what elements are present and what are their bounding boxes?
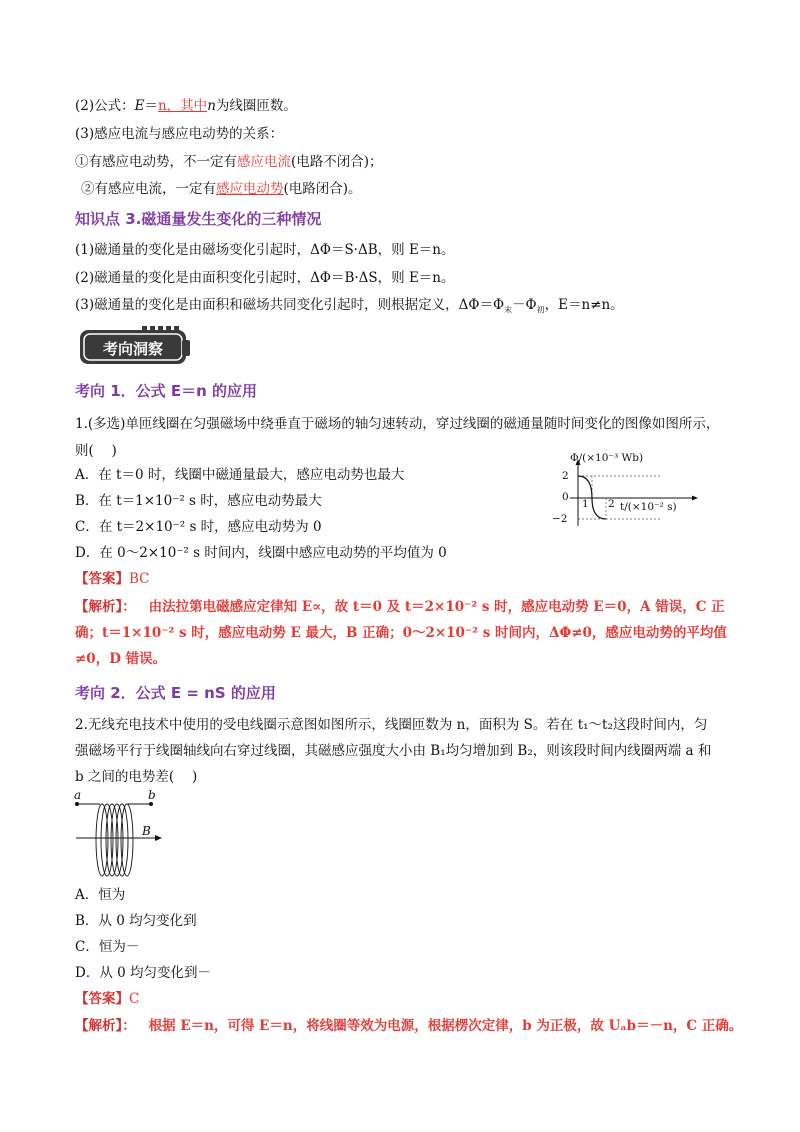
graph-tick-y-neg: −2 [552,513,568,525]
case-3-c: ，E＝n≠n。 [544,297,624,313]
relation-1-blank: 感应电流 [237,154,291,170]
topic-banner [80,326,192,366]
formula-suffix: 为线圈匝数。 [215,98,297,114]
formula-n: n [207,98,216,114]
graph-tick-x-2: 2 [608,498,615,510]
flux-graph-svg [548,456,698,528]
relation-1-suffix: (电路不闭合)； [291,154,383,170]
relation-2-blank: 感应电动势 [216,181,284,197]
relation-2-suffix: (电路闭合)。 [283,181,362,197]
case-3-sub-initial: 初 [536,305,545,315]
coil-svg [72,790,172,882]
q2-option-b: B．从 0 均匀变化到 [75,913,197,929]
q1-option-d: D．在 0～2×10⁻² s 时间内，线圈中感应电动势的平均值为 0 [75,545,447,561]
q1-answer-tag: 【答案】 [75,571,129,587]
formula-prefix: (2)公式： [75,98,135,114]
q2-answer-value: C [129,991,140,1007]
q1-explanation-line-1 [75,594,735,620]
relation-1-prefix: ①有感应电动势，不一定有 [75,154,237,170]
case-3-sub-final: 末 [504,305,513,315]
formula-eq: ＝ [144,98,158,114]
graph-tick-x-1: 1 [582,498,589,510]
graph-tick-y-pos: 2 [562,470,569,482]
q1-stem-line-2: 则( ) [75,443,117,459]
q2-explanation-tag: 【解析】： [75,1018,136,1034]
formula-E: E [134,98,145,114]
q1-option-c: C．在 t＝2×10⁻² s 时，感应电动势为 0 [75,519,322,535]
q1-option-a: A．在 t＝0 时，线圈中磁通量最大，感应电动势也最大 [75,467,405,483]
q2-explanation [75,1016,742,1036]
section-3-heading: 知识点 3.磁通量发生变化的三种情况 [75,210,322,228]
graph-ylabel: Φ/(×10⁻³ Wb) [570,452,644,464]
banner-label: 考向洞察 [102,340,163,358]
q2-answer-tag: 【答案】 [75,991,129,1007]
coil-label-B: B [142,824,151,838]
q2-answer [75,989,139,1009]
q2-stem-line-2: 强磁场平行于线圈轴线向右穿过线圈，其磁感应强度大小由 B₁均匀增加到 B₂，则该段时间内线圈两端 a 和 [75,743,712,759]
q1-option-b: B．在 t＝1×10⁻² s 时，感应电动势最大 [75,493,322,509]
case-1: (1)磁通量的变化是由磁场变化引起时，ΔΦ＝S·ΔB，则 E＝n。 [75,242,455,258]
q1-answer-value: BC [129,571,150,587]
coil-label-b: b [148,788,156,802]
q1-explanation-line-2: 确；t＝1×10⁻² s 时，感应电动势 E 最大，B 正确；0～2×10⁻² s 时间内，ΔΦ≠0，感应电动势的平均值 [75,625,727,641]
formula-line [75,96,297,116]
q2-option-d: D．从 0 均匀变化到－ [75,965,211,981]
q2-option-a: A．恒为 [75,887,126,903]
relation-heading: (3)感应电流与感应电动势的关系： [75,126,284,142]
q2-explanation-text: 根据 E＝n，可得 E＝n，将线圈等效为电源，根据楞次定律，b 为正极，故 Uₐb＝－n，C 正确。 [148,1018,743,1034]
case-3 [75,295,624,321]
coil-label-a: a [74,788,82,802]
q2-stem-line-3: b 之间的电势差( ) [75,769,198,785]
case-3-b: －Φ [512,297,537,313]
q1-explanation-text-1: 由法拉第电磁感应定律知 E∝，故 t＝0 及 t＝2×10⁻² s 时，感应电动势 E＝0，A 错误，C 正 [148,599,725,615]
case-2: (2)磁通量的变化是由面积变化引起时，ΔΦ＝B·ΔS，则 E＝n。 [75,270,455,286]
topic-2-heading: 考向 2．公式 E = nS 的应用 [75,684,276,702]
case-3-a: (3)磁通量的变化是由面积和磁场共同变化引起时，则根据定义，ΔΦ＝Φ [75,297,505,313]
graph-xlabel: t/(×10⁻² s) [620,501,677,513]
topic-1-heading: 考向 1．公式 E＝n 的应用 [75,382,258,400]
flux-time-graph [548,452,698,528]
q1-explanation-tag: 【解析】： [75,599,136,615]
relation-item-1 [75,152,383,172]
q2-option-c: C．恒为－ [75,939,140,955]
q2-stem-line-1: 2.无线充电技术中使用的受电线圈示意图如图所示，线圈匝数为 n，面积为 S。若在 t₁～t₂这段时间内，匀 [75,717,708,733]
graph-tick-y-zero: 0 [562,491,569,503]
relation-2-prefix: ②有感应电流，一定有 [81,181,216,197]
q1-answer [75,569,150,589]
q1-explanation [75,594,735,672]
relation-item-2 [81,179,362,199]
q1-explanation-line-3: ≠0，D 错误。 [75,651,167,667]
q1-stem-line-1: 1.(多选)单匝线圈在匀强磁场中绕垂直于磁场的轴匀速转动，穿过线圈的磁通量随时间变化的图像如图所示， [75,416,720,432]
coil-figure [72,790,172,882]
formula-blank: n，其中 [157,98,208,114]
